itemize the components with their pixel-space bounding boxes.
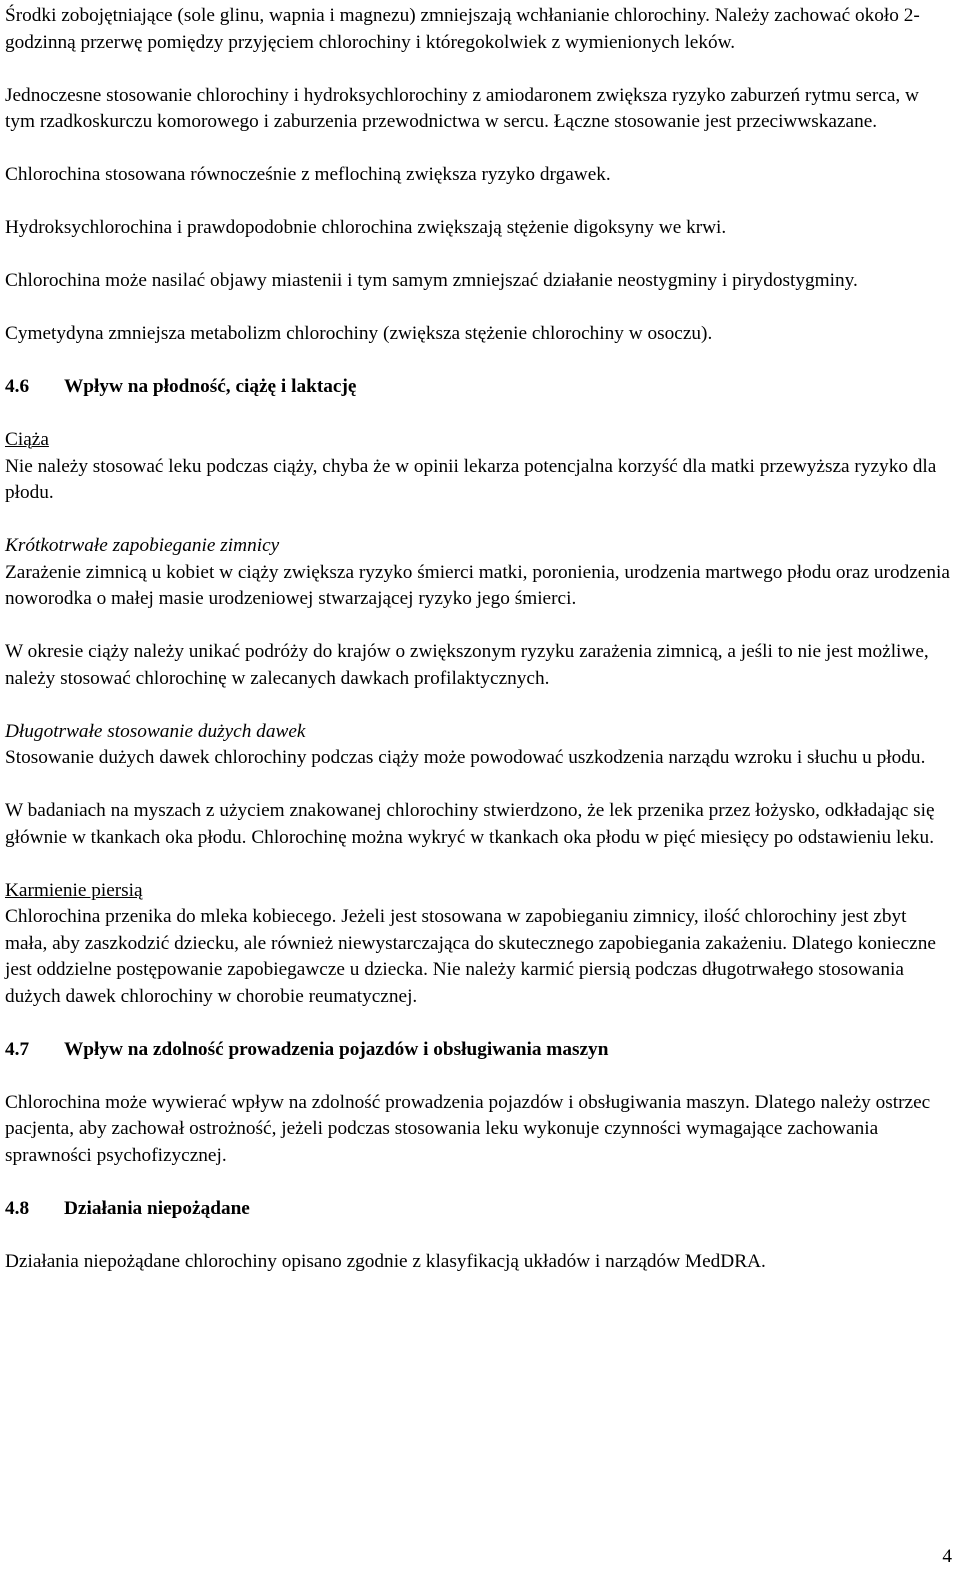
paragraph-mefloquine: Chlorochina stosowana równocześnie z meflochiną zwiększa ryzyko drgawek. [5, 164, 611, 185]
section-4-7-heading [5, 1037, 950, 1064]
section-4-8-number: 4.8 [5, 1197, 30, 1219]
section-4-6-title: Wpływ na płodność, ciążę i laktację [64, 376, 357, 397]
page-number: 4 [942, 1546, 952, 1567]
section-4-7-number: 4.7 [5, 1038, 30, 1060]
longterm-text: Stosowanie dużych dawek chlorochiny podczas ciąży może powodować uszkodzenia narządu wzroku i słuchu u płodu. [5, 747, 926, 768]
paragraph-digoxin: Hydroksychlorochina i prawdopodobnie chlorochina zwiększają stężenie digoksyny we krwi. [5, 217, 727, 238]
paragraph-myasthenia: Chlorochina może nasilać objawy miastenii i tym samym zmniejszać działanie neostygminy i pirydostygminy. [5, 270, 858, 291]
longterm-block [5, 719, 950, 772]
section-4-7-text: Chlorochina może wywierać wpływ na zdolność prowadzenia pojazdów i obsługiwania maszyn. Dlatego należy ostrzec pacjenta, aby zachował ostrożność, jeżeli podczas stosowania leku wykonuje czynności wymagające zachowania sprawności psychofizycznej. [5, 1091, 931, 1166]
section-4-7-title: Wpływ na zdolność prowadzenia pojazdów i obsługiwania maszyn [64, 1038, 609, 1060]
paragraph-amiodarone: Jednoczesne stosowanie chlorochiny i hydroksychlorochiny z amiodaronem zwiększa ryzyko zaburzeń rytmu serca, w tym rzadkoskurczu komorowego i zaburzenia przewodnictwa w sercu. Łączne stosowanie jest przeciwwskazane. [5, 84, 919, 132]
document-page [5, 3, 950, 1302]
section-4-6-number: 4.6 [5, 376, 30, 397]
prevention-text: Zarażenie zimnicą u kobiet w ciąży zwiększa ryzyko śmierci matki, poronienia, urodzenia martwego płodu oraz urodzenia noworodka o małej masie urodzeniowej stwarzającej ryzyko jego śmierci. [5, 561, 950, 609]
paragraph-cimetidine: Cymetydyna zmniejsza metabolizm chlorochiny (zwiększa stężenie chlorochiny w osoczu). [5, 323, 713, 344]
pregnancy-block [5, 427, 950, 507]
breastfeeding-text: Chlorochina przenika do mleka kobiecego. Jeżeli jest stosowana w zapobieganiu zimnicy, ilość chlorochiny jest zbyt mała, aby zaszkodzić dziecku, ale również niewystarczająca do skutecznego zapobiegania zakażeniu. Dlatego konieczne jest oddzielne postępowanie zapobiegawcze u dziecka. Nie należy karmić piersią podczas długotrwałego stosowania dużych dawek chlorochiny w chorobie reumatycznej. [5, 906, 936, 1007]
pregnancy-text: Nie należy stosować leku podczas ciąży, chyba że w opinii lekarza potencjalna korzyść dla matki przewyższa ryzyko dla płodu. [5, 455, 937, 503]
breastfeeding-block [5, 878, 950, 1011]
pregnancy-subheading: Ciąża [5, 429, 49, 450]
prevention-text-2: W okresie ciąży należy unikać podróży do krajów o zwiększonym ryzyku zarażenia zimnicą, a jeśli to nie jest możliwe, należy stosować chlorochinę w zalecanych dawkach profilaktycznych. [5, 641, 929, 689]
prevention-subheading: Krótkotrwałe zapobieganie zimnicy [5, 535, 280, 556]
breastfeeding-subheading: Karmienie piersią [5, 879, 143, 901]
section-4-8-title: Działania niepożądane [64, 1197, 250, 1219]
section-4-8-text: Działania niepożądane chlorochiny opisano zgodnie z klasyfikacją układów i narządów MedDRA. [5, 1250, 766, 1272]
section-4-6-heading [5, 374, 950, 401]
section-4-8-heading [5, 1196, 950, 1223]
longterm-text-2: W badaniach na myszach z użyciem znakowanej chlorochiny stwierdzono, że lek przenika przez łożysko, odkładając się głównie w tkankach oka płodu. Chlorochinę można wykryć w tkankach oka płodu w pięć miesięcy po odstawieniu leku. [5, 800, 935, 848]
longterm-subheading: Długotrwałe stosowanie dużych dawek [5, 720, 306, 742]
paragraph-antacids: Środki zobojętniające (sole glinu, wapnia i magnezu) zmniejszają wchłanianie chlorochiny. Należy zachować około 2-godzinną przerwę pomiędzy przyjęciem chlorochiny i któregokolwiek z wymienionych leków. [5, 5, 920, 53]
prevention-block [5, 533, 950, 613]
